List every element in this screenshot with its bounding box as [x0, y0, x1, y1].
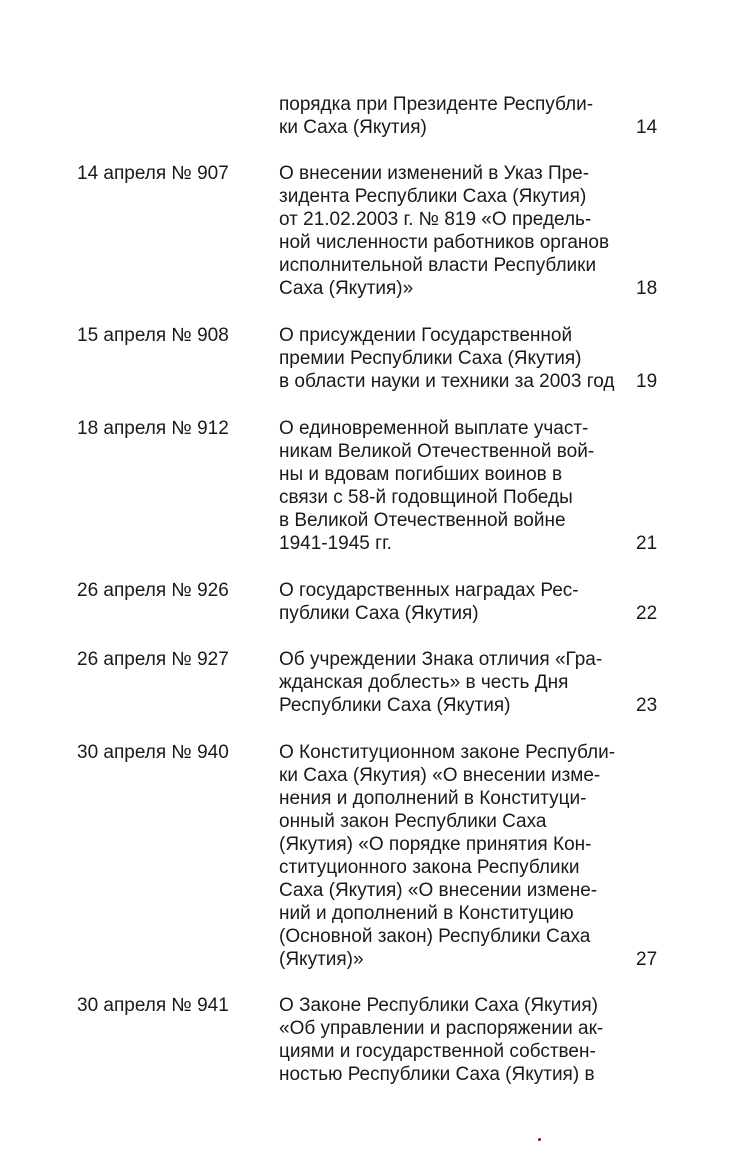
page-number: 19: [636, 371, 658, 392]
description-line: циями и государственной собствен-: [279, 1041, 596, 1062]
description-line: от 21.02.2003 г. № 819 «О предель-: [279, 209, 592, 230]
entry-description: [279, 162, 629, 300]
description-line: в Великой Отечественной войне: [279, 510, 566, 531]
description-line: онный закон Республики Саха: [279, 811, 547, 832]
entry-description: [279, 994, 629, 1086]
page-number: 14: [636, 117, 658, 138]
description-line: ки Саха (Якутия): [279, 117, 427, 138]
description-line: (Якутия) «О порядке принятия Кон-: [279, 834, 592, 855]
description-line: премии Республики Саха (Якутия): [279, 348, 582, 369]
description-line: (Якутия)»: [279, 949, 364, 970]
description-line: зидента Республики Саха (Якутия): [279, 186, 587, 207]
scan-speck: [538, 1138, 541, 1141]
description-line: публики Саха (Якутия): [279, 603, 479, 624]
description-line: 1941-1945 гг.: [279, 533, 392, 554]
description-line: жданская доблесть» в честь Дня: [279, 672, 569, 693]
description-line: О внесении изменений в Указ Пре-: [279, 163, 590, 184]
page-number: 22: [636, 603, 658, 624]
description-line: ки Саха (Якутия) «О внесении изме-: [279, 765, 601, 786]
description-line: ной численности работников органов: [279, 232, 610, 253]
entry-date: 26 апреля № 926: [77, 580, 229, 601]
description-line: ны и вдовам погибших воинов в: [279, 464, 563, 485]
description-line: исполнительной власти Республики: [279, 255, 597, 276]
entry-date: 18 апреля № 912: [77, 418, 229, 439]
description-line: О единовременной выплате участ-: [279, 418, 589, 439]
description-line: Республики Саха (Якутия): [279, 695, 511, 716]
description-line: Саха (Якутия)»: [279, 278, 414, 299]
description-line: О государственных наградах Рес-: [279, 580, 579, 601]
description-line: нения и дополнений в Конституци-: [279, 788, 587, 809]
description-line: О Законе Республики Саха (Якутия): [279, 995, 599, 1016]
description-line: порядка при Президенте Республи-: [279, 94, 594, 115]
entry-date: 26 апреля № 927: [77, 649, 229, 670]
page-number: 18: [636, 278, 658, 299]
entry-description: [279, 648, 629, 717]
description-line: ституционного закона Республики: [279, 857, 580, 878]
entry-description: [279, 741, 629, 971]
description-line: никам Великой Отечественной вой-: [279, 441, 595, 462]
entry-date: 30 апреля № 940: [77, 742, 229, 763]
description-line: «Об управлении и распоряжении ак-: [279, 1018, 604, 1039]
entry-date: 30 апреля № 941: [77, 995, 229, 1016]
description-line: (Основной закон) Республики Саха: [279, 926, 591, 947]
entry-date: 15 апреля № 908: [77, 325, 229, 346]
description-line: Об учреждении Знака отличия «Гра-: [279, 649, 603, 670]
description-line: ний и дополнений в Конституцию: [279, 903, 574, 924]
page-number: 23: [636, 695, 658, 716]
description-line: ностью Республики Саха (Якутия) в: [279, 1064, 595, 1085]
entry-date: 14 апреля № 907: [77, 163, 229, 184]
entry-description: [279, 324, 629, 393]
description-line: О присуждении Государственной: [279, 325, 573, 346]
entry-description: [279, 417, 629, 555]
entry-description: [279, 579, 629, 625]
entry-description: [279, 93, 629, 139]
description-line: Саха (Якутия) «О внесении измене-: [279, 880, 598, 901]
description-line: О Конституционном законе Республи-: [279, 742, 616, 763]
description-line: связи с 58-й годовщиной Победы: [279, 487, 573, 508]
description-line: в области науки и техники за 2003 год: [279, 371, 615, 392]
page-number: 27: [636, 949, 658, 970]
page-number: 21: [636, 533, 658, 554]
